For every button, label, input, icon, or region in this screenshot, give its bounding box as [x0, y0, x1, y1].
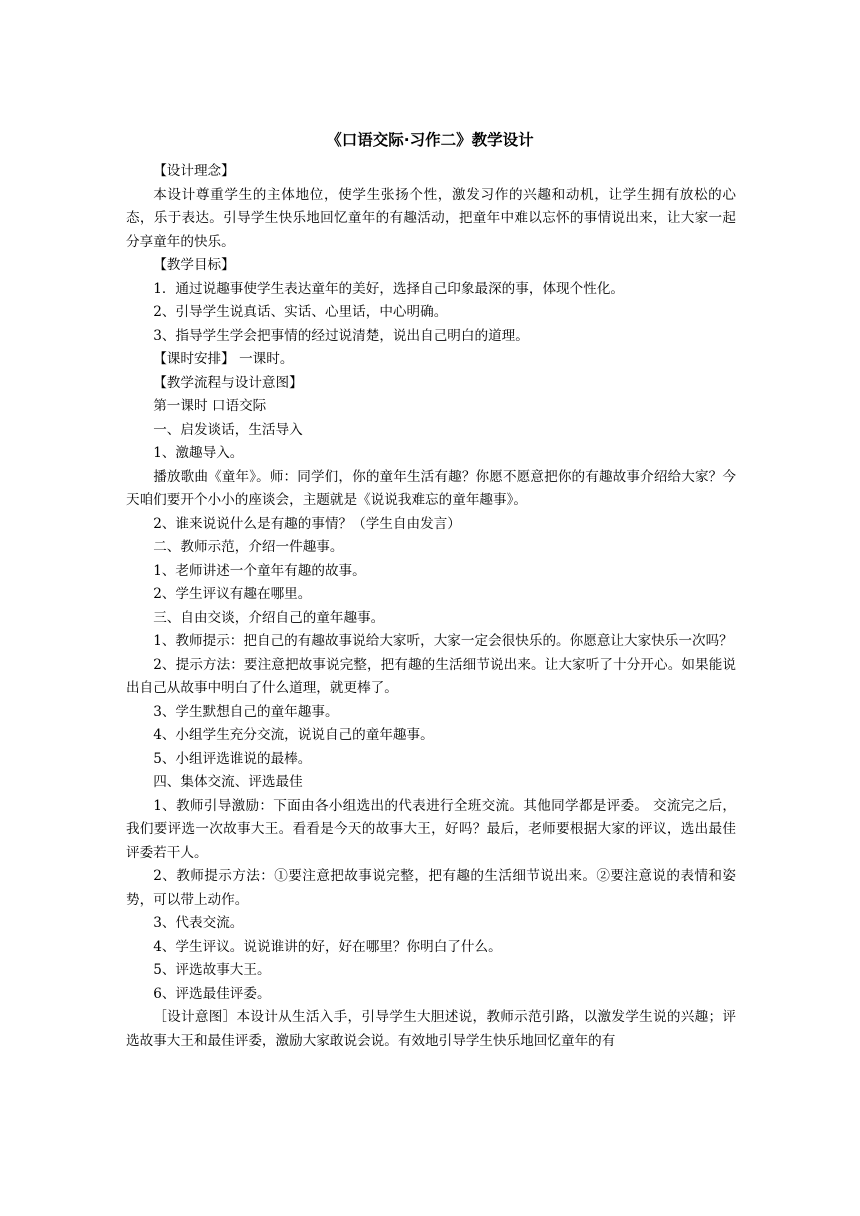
- list-item: 2、引导学生说真话、实话、心里话，中心明确。: [153, 304, 448, 320]
- document-body: [126, 160, 736, 1053]
- list-item: 5、评选故事大王。: [153, 962, 271, 978]
- list-item: 6、评选最佳评委。: [153, 985, 271, 1002]
- paragraph: 本设计尊重学生的主体地位，使学生张扬个性，激发习作的兴趣和动机，让学生拥有放松的心态，乐于表达。引导学生快乐地回忆童年的有趣活动，把童年中难以忘怀的事情说出来，让大家一起分享童年的快乐。: [126, 186, 736, 250]
- list-item: 2、学生评议有趣在哪里。: [153, 586, 312, 602]
- section-heading-teaching-process: 【教学流程与设计意图】: [153, 374, 303, 391]
- design-intent-paragraph: ［设计意图］本设计从生活入手，引导学生大胆述说，教师示范引路，以激发学生说的兴趣；评选故事大王和最佳评委，激励大家敢说会说。有效地引导学生快乐地回忆童年的有: [126, 1009, 736, 1049]
- section-heading-class-hours: 【课时安排】 一课时。: [153, 351, 294, 367]
- list-item: 5、小组评选谁说的最棒。: [153, 750, 312, 767]
- list-item: 2、谁来说说什么是有趣的事情？（学生自由发言）: [153, 515, 461, 532]
- list-item: 3、学生默想自己的童年趣事。: [153, 703, 339, 720]
- section-heading-design-concept: 【设计理念】: [153, 163, 235, 179]
- paragraph: 播放歌曲《童年》。师：同学们，你的童年生活有趣？你愿不愿意把你的有趣故事介绍给大家？今天咱们要开个小小的座谈会，主题就是《说说我难忘的童年趣事》。: [126, 468, 736, 508]
- step-heading: 三、自由交谈，介绍自己的童年趣事。: [153, 609, 385, 626]
- list-item: 2、教师提示方法：①要注意把故事说完整，把有趣的生活细节说出来。②要注意说的表情和姿势，可以带上动作。: [126, 868, 736, 908]
- list-item: 2、提示方法：要注意把故事说完整，把有趣的生活细节说出来。让大家听了十分开心。如果能说出自己从故事中明白了什么道理，就更棒了。: [126, 656, 736, 696]
- list-item: 4、学生评议。说说谁讲的好，好在哪里？你明白了什么。: [153, 938, 502, 955]
- step-heading: 一、启发谈话，生活导入: [153, 421, 303, 438]
- list-item: 3、指导学生学会把事情的经过说清楚，说出自己明白的道理。: [153, 327, 529, 344]
- list-item: 1、教师提示：把自己的有趣故事说给大家听，大家一定会很快乐的。你愿意让大家快乐一次吗？: [153, 633, 733, 649]
- list-item: 1、教师引导激励：下面由各小组选出的代表进行全班交流。其他同学都是评委。 交流完之后，我们要评选一次故事大王。看看是今天的故事大王，好吗？最后，老师要根据大家的评议，选出最佳评委若干人。: [126, 797, 736, 861]
- lesson-heading: 第一课时 口语交际: [153, 398, 267, 414]
- section-heading-teaching-goals: 【教学目标】: [153, 257, 235, 273]
- step-heading: 四、集体交流、评选最佳: [153, 774, 303, 790]
- document-title: 《口语交际·习作二》教学设计: [326, 131, 534, 149]
- list-item: 1、激趣导入。: [153, 445, 244, 461]
- list-item: 1、老师讲述一个童年有趣的故事。: [153, 562, 366, 579]
- list-item: 3、代表交流。: [153, 915, 244, 931]
- list-item: 1．通过说趣事使学生表达童年的美好，选择自己印象最深的事，体现个性化。: [153, 280, 625, 297]
- list-item: 4、小组学生充分交流，说说自己的童年趣事。: [153, 727, 434, 743]
- step-heading: 二、教师示范，介绍一件趣事。: [153, 539, 344, 555]
